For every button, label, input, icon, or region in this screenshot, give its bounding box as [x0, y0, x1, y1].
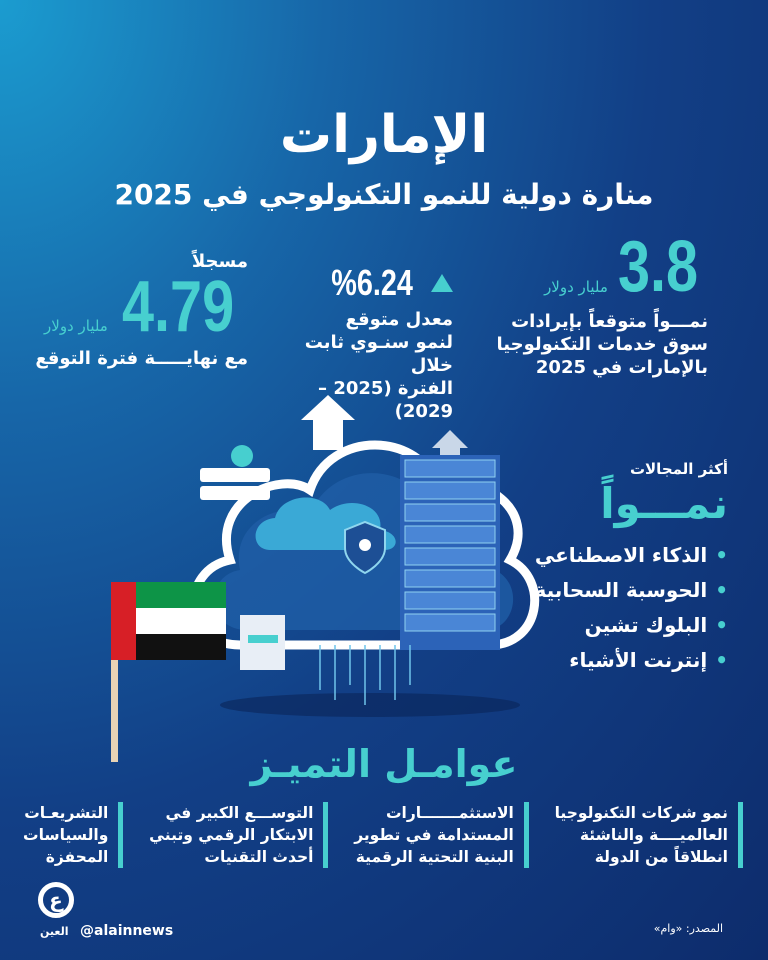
stat-line: مع نهايـــــة فترة التوقع [35, 348, 248, 369]
growth-label: أكثر المجالات [629, 460, 728, 478]
source-note: المصدر: «وام» [653, 922, 723, 935]
server-rack-icon [400, 455, 500, 650]
list-item: • البلوك تشين [508, 608, 728, 643]
stat-line: سوق خدمات التكنولوجيا [496, 334, 708, 355]
stat-revenue [478, 227, 708, 379]
stat-unit: مليار دولار [44, 317, 108, 335]
stat-unit: مليار دولار [544, 278, 608, 296]
stat-line: بالإمارات في 2025 [535, 357, 708, 378]
page-title: الإمارات [279, 105, 489, 165]
growth-sectors [508, 460, 728, 678]
stat-value: %6.24 [331, 262, 413, 303]
page-subtitle: منارة دولية للنمو التكنولوجي في 2025 [114, 178, 654, 211]
list-item: • إنترنت الأشياء [508, 643, 728, 678]
list-item: • الحوسبة السحابية [508, 573, 728, 608]
stat-final-value [28, 250, 248, 370]
list-item: • الذكاء الاصطناعي [508, 538, 728, 573]
factor-item: الاستثمـــــــارات المستدامة في تطوير البنية التحتية الرقمية [354, 802, 529, 868]
stat-line: الفترة (2025 – 2029) [318, 378, 453, 422]
stat-prefix: مسجلاً [191, 251, 248, 272]
growth-title: نمـــواً [600, 479, 728, 528]
factors-title: عوامـل التميـز [250, 742, 518, 786]
factors-list [23, 802, 743, 868]
alain-logo-icon: ع [38, 882, 74, 918]
upload-arrow-icon [301, 395, 355, 450]
stat-value: 4.79 [121, 267, 234, 347]
social-handle[interactable]: @alainnews [80, 923, 174, 939]
stat-line: نمـــواً متوقعاً بإيرادات [511, 311, 708, 332]
logo-text: العين [40, 925, 69, 938]
uae-flag-icon [108, 582, 228, 762]
factor-item: التشريعـات والسياسات المحفزة [23, 802, 123, 868]
stat-value: 3.8 [617, 227, 698, 307]
factor-item: التوســـع الكبير في الابتكار الرقمي وتبني أحدث التقنيات [149, 802, 328, 868]
stat-line: لنمو سنـوي ثابت خلال [304, 332, 453, 376]
factor-item: نمو شركات التكنولوجيا العالميــــة والناشئة انطلاقاً من الدولة [555, 802, 743, 868]
stat-line: معدل متوقع [345, 309, 453, 330]
triangle-up-icon [431, 274, 453, 292]
